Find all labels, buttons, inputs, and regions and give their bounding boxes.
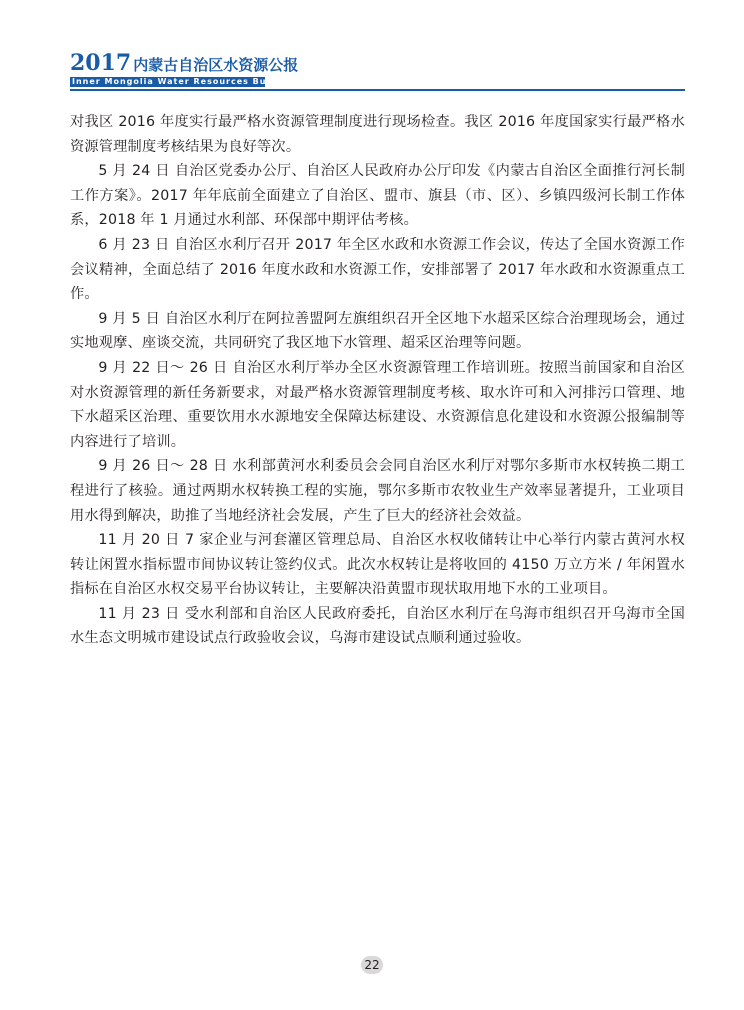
paragraph: 9 月 26 日～ 28 日 水利部黄河水利委员会会同自治区水利厅对鄂尔多斯市水权转换二期工程进行了核验。通过两期水权转换工程的实施，鄂尔多斯市农牧业生产效率显著提升，工业项目用水得到解决，助推了当地经济社会发展，产生了巨大的经济社会效益。	[70, 458, 685, 524]
paragraph: 对我区 2016 年度实行最严格水资源管理制度进行现场检查。我区 2016 年度国家实行最严格水资源管理制度考核结果为良好等次。	[70, 114, 685, 155]
paragraph: 6 月 23 日 自治区水利厅召开 2017 年全区水政和水资源工作会议，传达了全国水资源工作会议精神，全面总结了 2016 年度水政和水资源工作，安排部署了 2017 年水政和水资源重点工作。	[70, 236, 685, 303]
bulletin-subtitle: Inner Mongolia Water Resources Bulletin	[72, 77, 296, 86]
bulletin-year: 2017	[70, 50, 132, 76]
bulletin-title: 内蒙古自治区水资源公报	[133, 56, 299, 74]
bulletin-title-row	[70, 52, 690, 74]
paragraph: 9 月 22 日～ 26 日 自治区水利厅举办全区水资源管理工作培训班。按照当前国家和自治区对水资源管理的新任务新要求，对最严格水资源管理制度考核、取水许可和入河排污口管理、地下水超采区治理、重要饮用水水源地安全保障达标建设、水资源信息化建设和水资源公报编制等内容进行了培训。	[70, 359, 685, 450]
body-text	[70, 110, 685, 651]
paragraph: 9 月 5 日 自治区水利厅在阿拉善盟阿左旗组织召开全区地下水超采区综合治理现场会，通过实地观摩、座谈交流，共同研究了我区地下水管理、超采区治理等问题。	[70, 310, 685, 352]
paragraph: 11 月 23 日 受水利部和自治区人民政府委托，自治区水利厅在乌海市组织召开乌海市全国水生态文明城市建设试点行政验收会议，乌海市建设试点顺利通过验收。	[70, 605, 685, 647]
paragraph: 5 月 24 日 自治区党委办公厅、自治区人民政府办公厅印发《内蒙古自治区全面推行河长制工作方案》。2017 年年底前全面建立了自治区、盟市、旗县（市、区）、乡镇四级河长制工作体系，2018 年 1 月通过水利部、环保部中期评估考核。	[70, 163, 685, 229]
header-divider	[70, 89, 685, 91]
page-number-container	[0, 956, 744, 974]
paragraph: 11 月 20 日 7 家企业与河套灌区管理总局、自治区水权收储转让中心举行内蒙古黄河水权转让闲置水指标盟市间协议转让签约仪式。此次水权转让是将收回的 4150 万立方米 / 年闲置水指标在自治区水权交易平台协议转让，主要解决沿黄盟市现状取用地下水的工业项目。	[70, 532, 685, 598]
page-number: 22	[361, 956, 383, 974]
bulletin-header	[70, 52, 690, 91]
